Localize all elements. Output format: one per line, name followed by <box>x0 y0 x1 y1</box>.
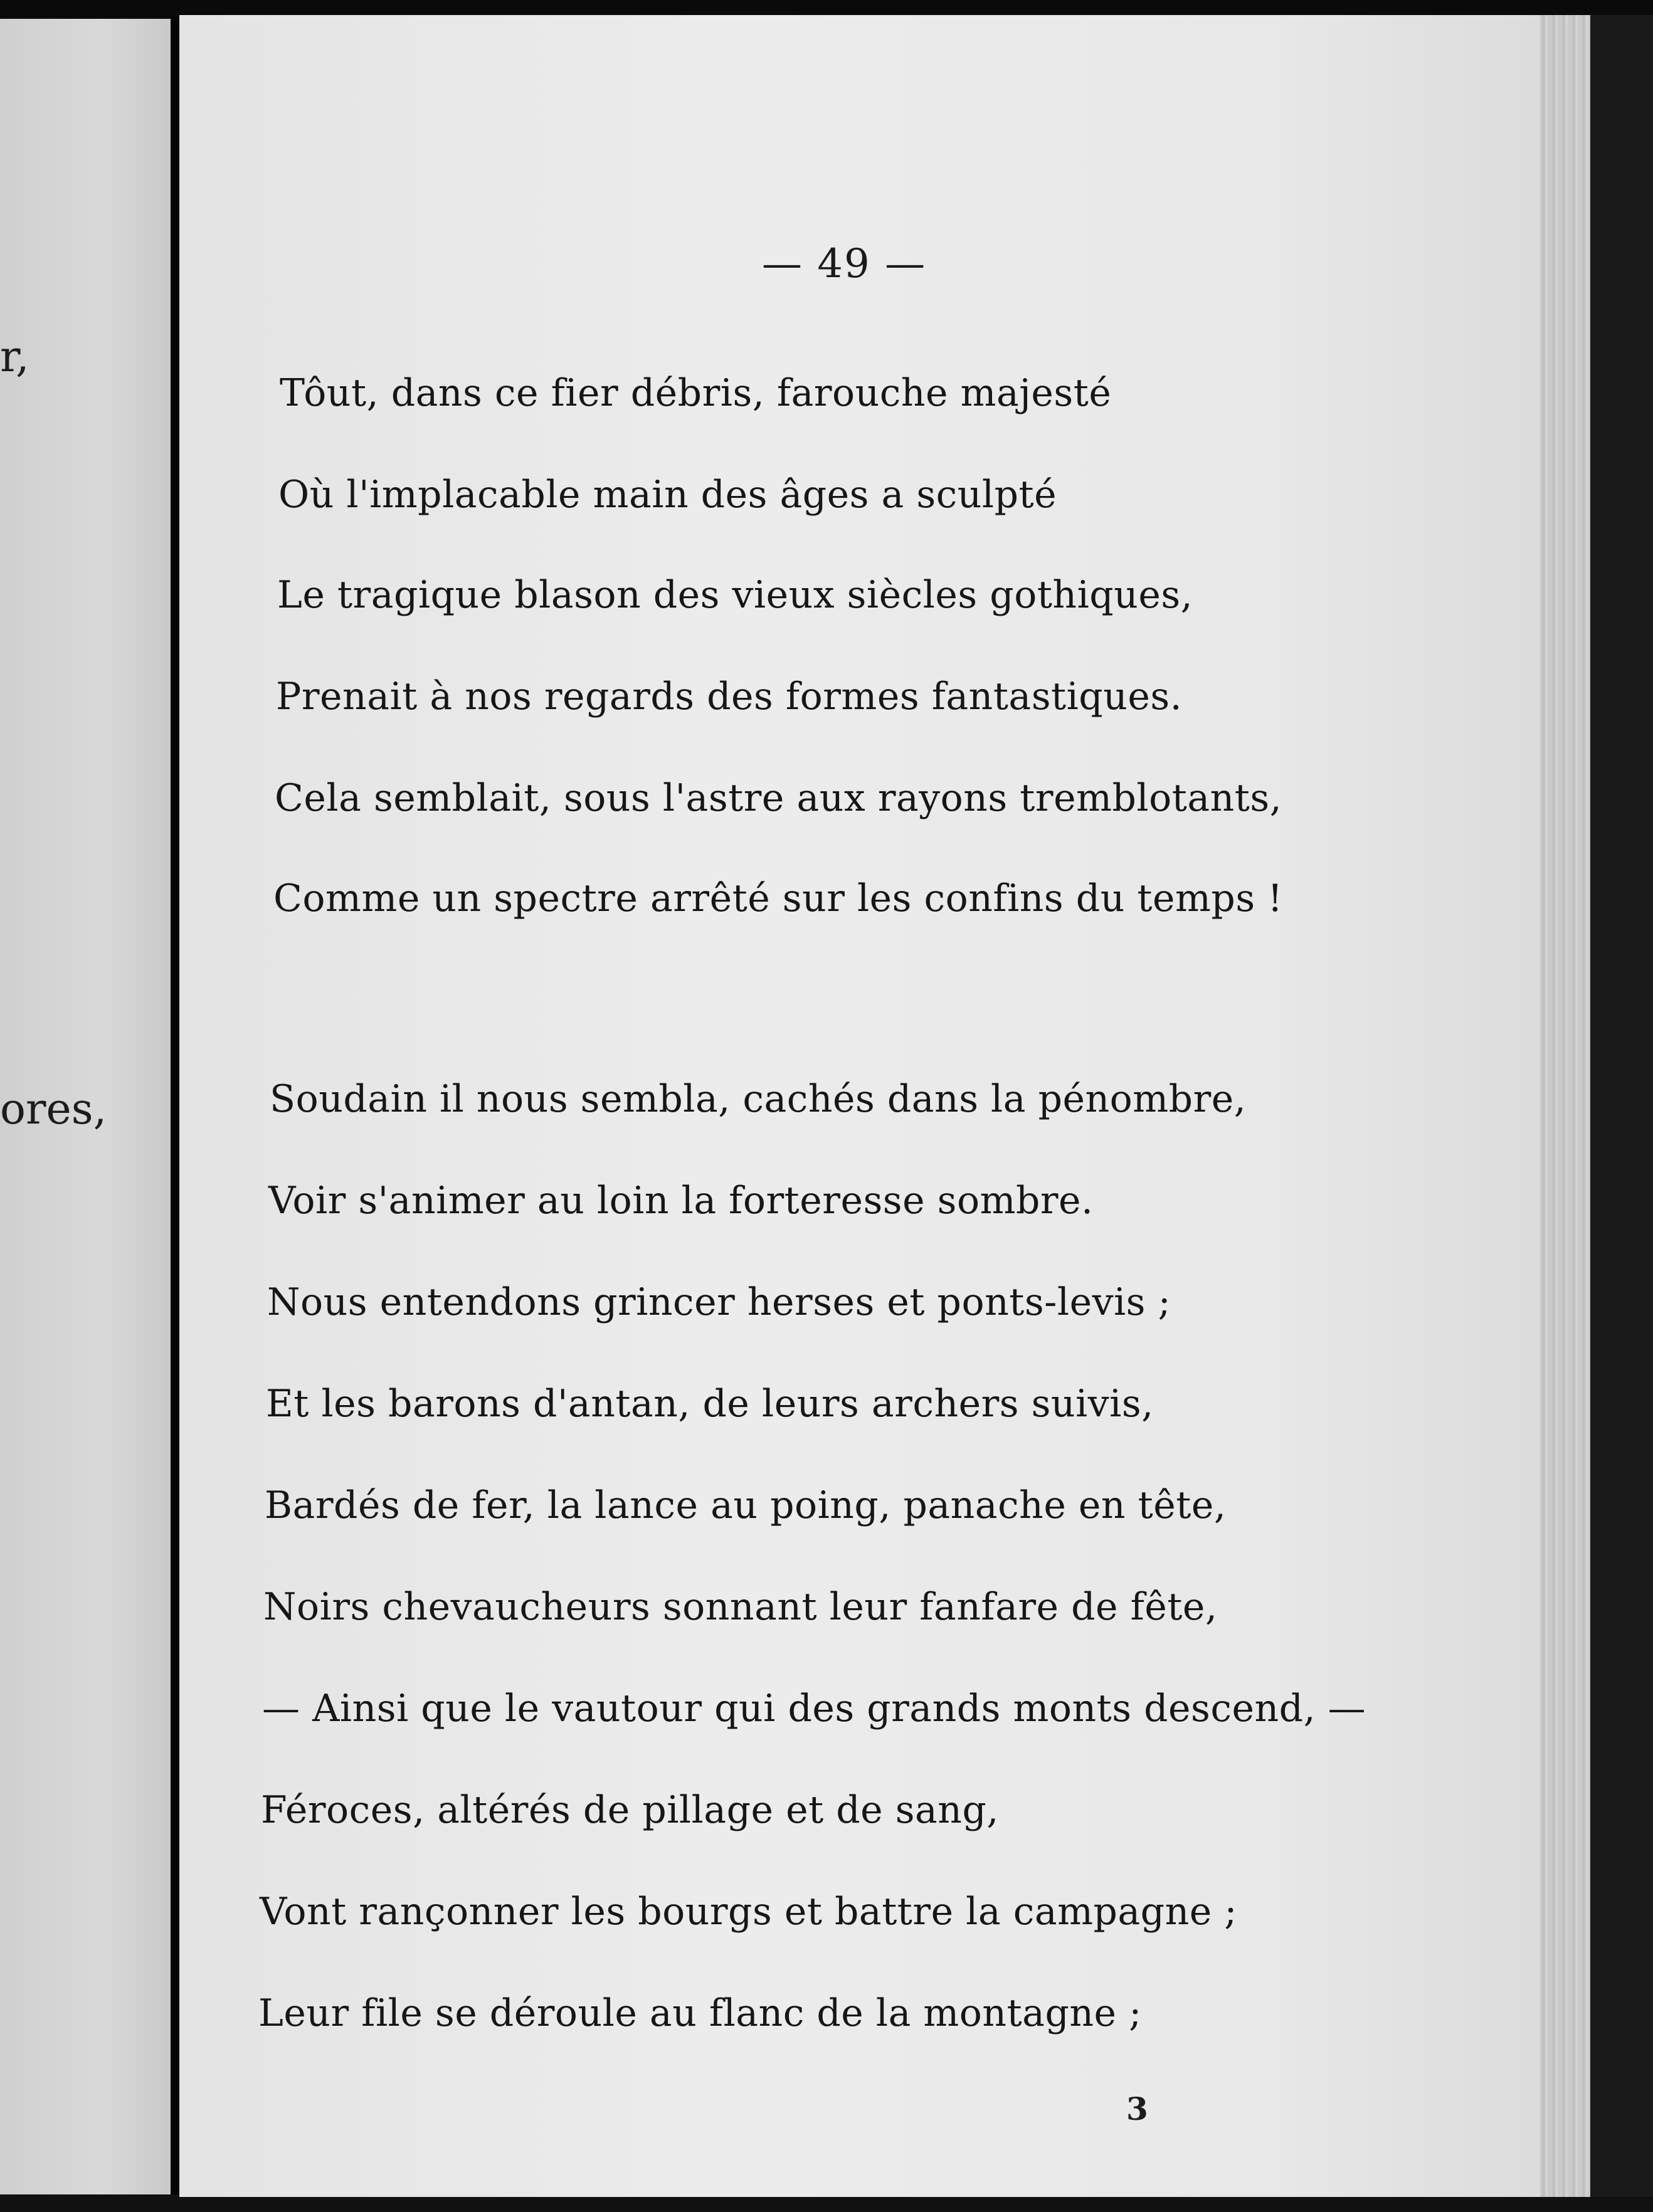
verse-line: Féroces, altérés de pillage et de sang, <box>261 1788 999 1832</box>
previous-page-fragment: r, <box>0 332 29 382</box>
verse-line: — Ainsi que le vautour qui des grands monts descend, — <box>262 1687 1366 1730</box>
verse-line: Et les barons d'antan, de leurs archers suivis, <box>266 1382 1154 1426</box>
scan-right-border <box>1590 15 1653 2197</box>
book-gutter <box>171 19 179 2194</box>
book-page <box>179 15 1540 2197</box>
previous-page-edge <box>0 19 171 2194</box>
verse-line: Soudain il nous sembla, cachés dans la pénombre, <box>270 1077 1247 1121</box>
page-number: — 49 — <box>761 241 927 287</box>
verse-line: Où l'implacable main des âges a sculpté <box>278 473 1057 517</box>
page-stack-edges <box>1540 15 1590 2197</box>
verse-line: Voir s'animer au loin la forteresse sombre. <box>268 1179 1094 1223</box>
verse-line: Leur file se déroule au flanc de la montagne ; <box>258 1991 1142 2035</box>
verse-line: Nous entendons grincer herses et ponts-levis ; <box>267 1280 1171 1324</box>
verse-line: Bardés de fer, la lance au poing, panache en tête, <box>265 1483 1227 1527</box>
signature-mark: 3 <box>1126 2090 1148 2127</box>
verse-line: Le tragique blason des vieux siècles gothiques, <box>277 573 1193 617</box>
verse-line: Cela semblait, sous l'astre aux rayons tremblotants, <box>275 776 1282 820</box>
previous-page-fragment: ores, <box>0 1085 107 1134</box>
verse-line: Vont rançonner les bourgs et battre la campagne ; <box>260 1890 1238 1934</box>
verse-line: Noirs chevaucheurs sonnant leur fanfare de fête, <box>263 1585 1218 1629</box>
verse-line: Tôut, dans ce fier débris, farouche majesté <box>280 371 1112 415</box>
verse-line: Comme un spectre arrêté sur les confins du temps ! <box>273 877 1283 920</box>
verse-line: Prenait à nos regards des formes fantastiques. <box>276 675 1183 719</box>
